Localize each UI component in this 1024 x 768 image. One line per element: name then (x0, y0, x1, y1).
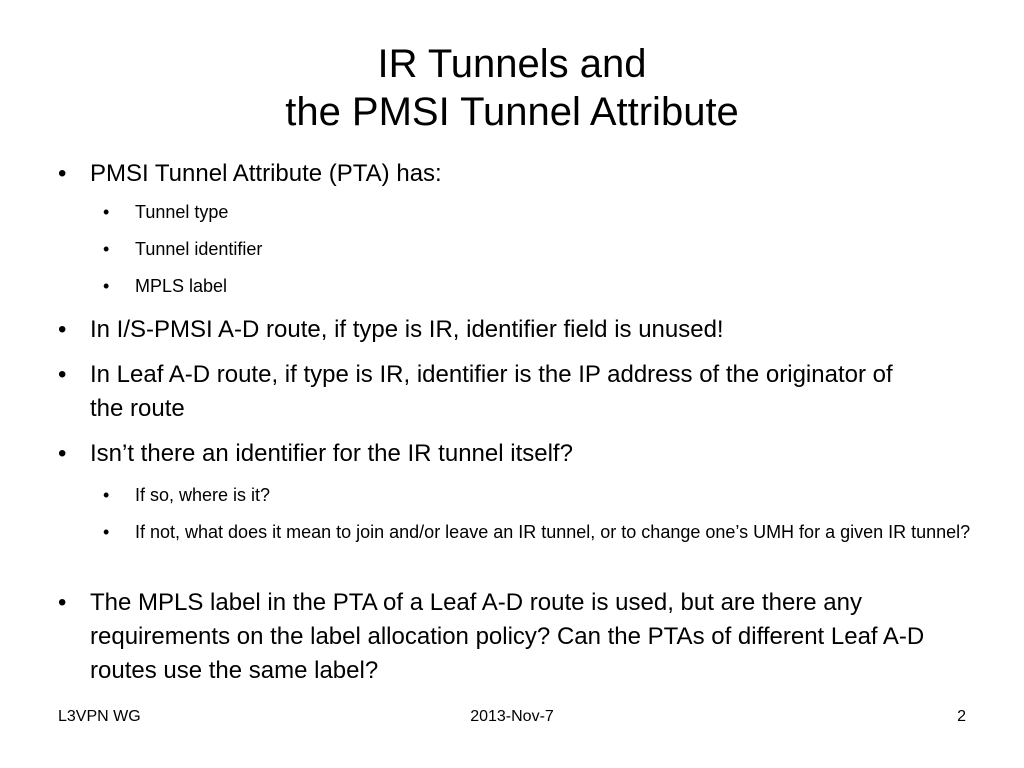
bullet-dot: • (58, 361, 67, 388)
bullet-ir-tunnel-identifier (58, 437, 990, 471)
bullet-dot: • (58, 440, 67, 467)
bullet-text: The MPLS label in the PTA of a Leaf A-D route is used, but are there any requirements on the label allocation policy? Can the PTAs of different Leaf A-D routes use the same label? (90, 589, 925, 684)
footer-date: 2013-Nov-7 (470, 708, 554, 725)
bullet-text: In I/S-PMSI A-D route, if type is IR, identifier field is unused! (90, 316, 724, 343)
sub-bullet-text: MPLS label (135, 276, 228, 296)
bullet-dot: • (103, 239, 110, 259)
footer-left: L3VPN WG (58, 708, 141, 725)
sub-bullet-text: If not, what does it mean to join and/or leave an IR tunnel, or to change one’s UMH for a given IR tunnel? (135, 522, 971, 542)
sub-bullet-join-leave (103, 520, 990, 544)
sub-bullet-tunnel-type (103, 200, 990, 224)
sub-bullet-tunnel-identifier (103, 237, 990, 261)
slide-title (0, 40, 1024, 136)
sub-bullet-text: If so, where is it? (135, 485, 271, 505)
sub-bullet-mpls-label (103, 274, 990, 298)
bullet-text: In Leaf A-D route, if type is IR, identifier is the IP address of the originator of the route (90, 361, 893, 422)
bullet-dot: • (103, 485, 110, 505)
slide-title-line-1: IR Tunnels and (377, 42, 647, 86)
bullet-dot: • (58, 316, 67, 343)
footer-page-number: 2 (957, 708, 966, 725)
bullet-leaf-ad-route (58, 358, 910, 426)
bullet-dot: • (103, 202, 110, 222)
bullet-mpls-label-policy (58, 586, 970, 688)
bullet-dot: • (58, 160, 67, 187)
bullet-dot: • (103, 522, 110, 542)
sub-bullet-text: Tunnel type (135, 202, 229, 222)
slide-title-line-2: the PMSI Tunnel Attribute (285, 90, 739, 134)
bullet-dot: • (103, 276, 110, 296)
bullet-pta-has (58, 157, 990, 191)
bullet-dot: • (58, 589, 67, 616)
bullet-text: Isn’t there an identifier for the IR tunnel itself? (90, 440, 573, 467)
bullet-text: PMSI Tunnel Attribute (PTA) has: (90, 160, 442, 187)
sub-bullet-text: Tunnel identifier (135, 239, 263, 259)
bullet-is-pmsi-route (58, 313, 990, 347)
sub-bullet-where-is-it (103, 483, 990, 507)
